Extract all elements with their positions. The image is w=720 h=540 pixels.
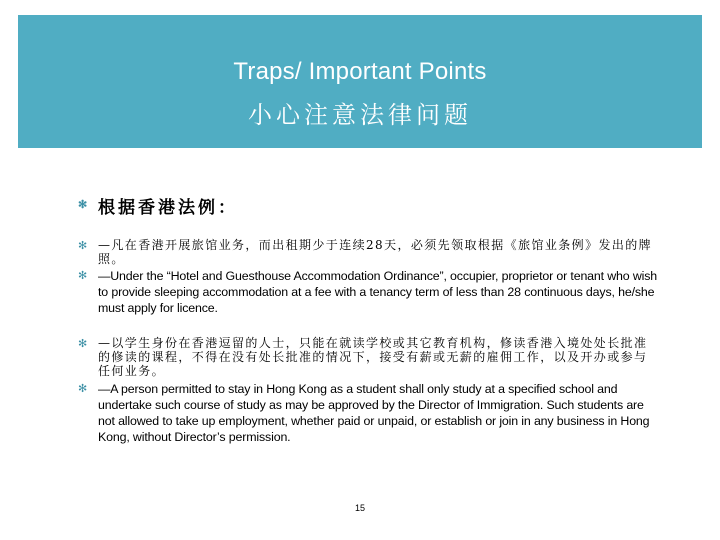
bullet-text: —以学生身份在香港逗留的人士，只能在就读学校或其它教育机构，修读香港入境处处长批准的修读的课程，不得在没有处长批准的情况下，接受有薪或无薪的雇佣工作，以及开办或参与任何业务。 — [98, 336, 648, 378]
heading-text: 根据香港法例： — [98, 198, 238, 218]
bullet-text: —凡在香港开展旅馆业务，而出租期少于连续28天，必须先领取根据《旅馆业条例》发出的牌照。 — [98, 238, 653, 266]
slide-title-english: Traps/ Important Points — [233, 58, 487, 85]
bullet-text: —Under the “Hotel and Guesthouse Accommodation Ordinance”, occupier, proprietor or tenant who wish to provide sleeping accommodation at a fee with a tenancy term of less than 28 continuous days, he/she must apply for licence. — [98, 269, 658, 315]
bullet-item-student-en — [78, 381, 658, 445]
asterisk-bullet-icon: ✻ — [78, 239, 89, 252]
page-number: 15 — [354, 503, 365, 513]
slide-title-chinese: 小心注意法律问题 — [248, 101, 472, 129]
asterisk-bullet-icon: ✻ — [78, 270, 88, 282]
heading-item — [78, 193, 658, 218]
bullet-item-hotel-zh — [78, 238, 658, 266]
asterisk-bullet-icon: ✻ — [78, 198, 91, 211]
asterisk-bullet-icon: ✻ — [78, 337, 89, 350]
bullet-item-student-zh — [78, 336, 658, 378]
bullet-item-hotel-en — [78, 268, 658, 316]
asterisk-bullet-icon: ✻ — [78, 383, 88, 395]
title-band — [18, 15, 702, 148]
bullet-text: —A person permitted to stay in Hong Kong as a student shall only study at a specified school and undertake such course of study as may be approved by the Director of Immigration. Such students are not allowed to take up employment, whether paid or unpaid, or establish or join in any business in Hong Kong, without Director’s permission. — [98, 382, 650, 444]
